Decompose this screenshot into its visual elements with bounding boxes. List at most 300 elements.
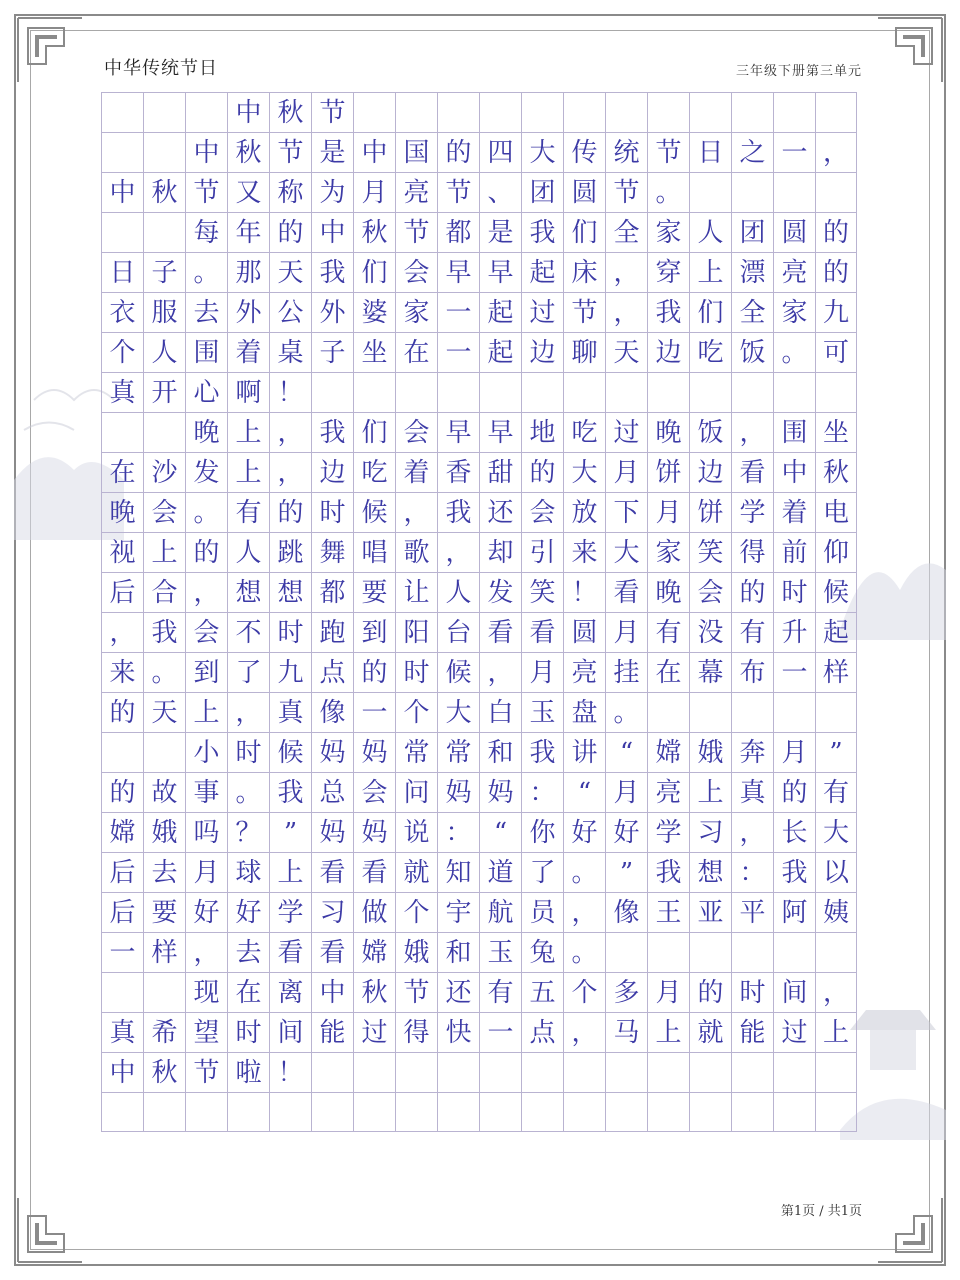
- grid-cell: 。: [143, 652, 185, 692]
- grid-cell: 漂: [731, 252, 773, 292]
- grid-cell: [563, 372, 605, 412]
- grid-cell: [143, 732, 185, 772]
- grid-cell: 家: [773, 292, 815, 332]
- grid-cell: 兔: [521, 932, 563, 972]
- grid-cell: 一: [773, 132, 815, 172]
- grid-cell: 我: [143, 612, 185, 652]
- grid-cell: 的: [773, 772, 815, 812]
- grid-cell: 会: [353, 772, 395, 812]
- grid-cell: 全: [731, 292, 773, 332]
- grid-cell: 我: [311, 412, 353, 452]
- grid-cell: 会: [185, 612, 227, 652]
- grid-cell: 得: [731, 532, 773, 572]
- grid-cell: 亮: [647, 772, 689, 812]
- grid-cell: 白: [479, 692, 521, 732]
- grid-cell: 上: [647, 1012, 689, 1052]
- grid-cell: 秋: [353, 972, 395, 1012]
- grid-cell: 点: [311, 652, 353, 692]
- grid-cell: 亮: [773, 252, 815, 292]
- grid-cell: 的: [815, 252, 857, 292]
- grid-cell: 圆: [563, 172, 605, 212]
- grid-cell: [143, 132, 185, 172]
- grid-cell: 人: [227, 532, 269, 572]
- grid-cell: 嫦: [101, 812, 143, 852]
- grid-cell: 间: [269, 1012, 311, 1052]
- grid-cell: [563, 92, 605, 132]
- grid-cell: 起: [815, 612, 857, 652]
- grid-cell: 晚: [647, 412, 689, 452]
- grid-cell: 有: [227, 492, 269, 532]
- grid-cell: 全: [605, 212, 647, 252]
- grid-cell: 坐: [815, 412, 857, 452]
- grid-cell: 去: [143, 852, 185, 892]
- grid-cell: [815, 92, 857, 132]
- grid-cell: 还: [479, 492, 521, 532]
- grid-cell: 学: [731, 492, 773, 532]
- grid-cell: 没: [689, 612, 731, 652]
- grid-cell: 的: [815, 212, 857, 252]
- grid-cell: ，: [815, 132, 857, 172]
- grid-cell: ？: [227, 812, 269, 852]
- grid-cell: 饼: [689, 492, 731, 532]
- grid-cell: 聊: [563, 332, 605, 372]
- grid-cell: 着: [395, 452, 437, 492]
- grid-cell: 像: [605, 892, 647, 932]
- grid-cell: ：: [521, 772, 563, 812]
- grid-cell: 妈: [479, 772, 521, 812]
- grid-cell: 。: [227, 772, 269, 812]
- grid-cell: 后: [101, 852, 143, 892]
- grid-cell: [101, 132, 143, 172]
- grid-cell: 长: [773, 812, 815, 852]
- grid-cell: 问: [395, 772, 437, 812]
- grid-cell: ”: [269, 812, 311, 852]
- grid-cell: 时: [227, 732, 269, 772]
- grid-cell: 玉: [479, 932, 521, 972]
- grid-cell: 日: [689, 132, 731, 172]
- grid-cell: 亚: [689, 892, 731, 932]
- grid-cell: 们: [353, 412, 395, 452]
- grid-cell: 妈: [311, 812, 353, 852]
- grid-cell: 可: [815, 332, 857, 372]
- grid-cell: [605, 932, 647, 972]
- grid-cell: 节: [311, 92, 353, 132]
- grid-cell: 人: [437, 572, 479, 612]
- grid-cell: 的: [185, 532, 227, 572]
- grid-cell: 称: [269, 172, 311, 212]
- grid-cell: 月: [773, 732, 815, 772]
- grid-cell: 节: [437, 172, 479, 212]
- grid-cell: 看: [479, 612, 521, 652]
- grid-cell: 的: [437, 132, 479, 172]
- grid-cell: [647, 92, 689, 132]
- grid-cell: 的: [521, 452, 563, 492]
- grid-cell: 公: [269, 292, 311, 332]
- grid-cell: 五: [521, 972, 563, 1012]
- grid-cell: 的: [269, 212, 311, 252]
- grid-cell: 故: [143, 772, 185, 812]
- grid-cell: 团: [521, 172, 563, 212]
- grid-cell: 好: [227, 892, 269, 932]
- grid-cell: 穿: [647, 252, 689, 292]
- grid-cell: 妈: [311, 732, 353, 772]
- grid-cell: 会: [143, 492, 185, 532]
- grid-cell: 。: [773, 332, 815, 372]
- grid-cell: 月: [185, 852, 227, 892]
- grid-cell: 像: [311, 692, 353, 732]
- grid-cell: 节: [185, 1052, 227, 1092]
- grid-cell: 你: [521, 812, 563, 852]
- grid-cell: 边: [647, 332, 689, 372]
- grid-cell: [437, 372, 479, 412]
- grid-cell: 讲: [563, 732, 605, 772]
- grid-cell: 边: [521, 332, 563, 372]
- grid-cell: 习: [689, 812, 731, 852]
- grid-cell: [479, 372, 521, 412]
- grid-cell: 合: [143, 572, 185, 612]
- grid-cell: [521, 92, 563, 132]
- grid-cell: “: [563, 772, 605, 812]
- corner-ornament-icon: [14, 14, 86, 86]
- grid-cell: 都: [311, 572, 353, 612]
- grid-cell: 看: [269, 932, 311, 972]
- grid-cell: 时: [269, 612, 311, 652]
- grid-cell: [353, 1052, 395, 1092]
- grid-cell: 离: [269, 972, 311, 1012]
- grid-cell: [815, 692, 857, 732]
- page-indicator: 第1页 / 共1页: [780, 1204, 862, 1219]
- grid-cell: 发: [185, 452, 227, 492]
- grid-cell: [437, 1052, 479, 1092]
- grid-cell: [395, 372, 437, 412]
- grid-cell: ：: [731, 852, 773, 892]
- grid-cell: 吃: [563, 412, 605, 452]
- grid-cell: 到: [353, 612, 395, 652]
- grid-cell: 发: [479, 572, 521, 612]
- grid-cell: ！: [269, 372, 311, 412]
- grid-cell: 去: [185, 292, 227, 332]
- grid-cell: 秋: [227, 132, 269, 172]
- grid-cell: 早: [479, 252, 521, 292]
- grid-cell: 节: [647, 132, 689, 172]
- grid-cell: 月: [647, 972, 689, 1012]
- grid-cell: 姨: [815, 892, 857, 932]
- grid-cell: 月: [521, 652, 563, 692]
- grid-cell: 九: [269, 652, 311, 692]
- grid-cell: 。: [647, 172, 689, 212]
- grid-cell: [101, 732, 143, 772]
- grid-cell: 亮: [563, 652, 605, 692]
- grid-cell: [143, 972, 185, 1012]
- grid-cell: 上: [689, 772, 731, 812]
- grid-cell: 节: [605, 172, 647, 212]
- grid-cell: [101, 1092, 143, 1132]
- grid-cell: 大: [521, 132, 563, 172]
- grid-cell: 月: [605, 772, 647, 812]
- grid-cell: 放: [563, 492, 605, 532]
- grid-cell: [689, 932, 731, 972]
- grid-cell: 地: [521, 412, 563, 452]
- grid-cell: 玉: [521, 692, 563, 732]
- grid-cell: 引: [521, 532, 563, 572]
- grid-cell: 笑: [689, 532, 731, 572]
- grid-cell: [731, 692, 773, 732]
- grid-cell: 有: [479, 972, 521, 1012]
- grid-cell: 阿: [773, 892, 815, 932]
- grid-cell: 我: [647, 292, 689, 332]
- grid-cell: [479, 1092, 521, 1132]
- grid-cell: 开: [143, 372, 185, 412]
- grid-cell: 去: [227, 932, 269, 972]
- grid-cell: 晚: [101, 492, 143, 532]
- grid-cell: 仰: [815, 532, 857, 572]
- grid-cell: [521, 372, 563, 412]
- grid-cell: 子: [311, 332, 353, 372]
- grid-cell: 候: [269, 732, 311, 772]
- grid-cell: 就: [689, 1012, 731, 1052]
- grid-cell: ，: [815, 972, 857, 1012]
- grid-cell: 时: [395, 652, 437, 692]
- grid-cell: 要: [143, 892, 185, 932]
- grid-cell: 中: [185, 132, 227, 172]
- grid-cell: 过: [773, 1012, 815, 1052]
- grid-cell: 大: [605, 532, 647, 572]
- grid-cell: 早: [437, 252, 479, 292]
- grid-cell: 小: [185, 732, 227, 772]
- grid-cell: [647, 1052, 689, 1092]
- grid-cell: 亮: [395, 172, 437, 212]
- grid-cell: [563, 1052, 605, 1092]
- grid-cell: 盘: [563, 692, 605, 732]
- grid-cell: 国: [395, 132, 437, 172]
- grid-cell: ，: [563, 1012, 605, 1052]
- grid-cell: [101, 212, 143, 252]
- grid-cell: [143, 412, 185, 452]
- grid-cell: “: [479, 812, 521, 852]
- grid-cell: 婆: [353, 292, 395, 332]
- grid-cell: 中: [101, 172, 143, 212]
- grid-cell: ，: [563, 892, 605, 932]
- grid-cell: 现: [185, 972, 227, 1012]
- grid-cell: [605, 92, 647, 132]
- grid-cell: [479, 92, 521, 132]
- grid-cell: [311, 1092, 353, 1132]
- grid-cell: 来: [101, 652, 143, 692]
- grid-cell: 台: [437, 612, 479, 652]
- grid-cell: 月: [605, 452, 647, 492]
- grid-cell: 看: [311, 852, 353, 892]
- grid-cell: 了: [227, 652, 269, 692]
- grid-cell: “: [605, 732, 647, 772]
- grid-cell: 节: [395, 212, 437, 252]
- grid-cell: 一: [101, 932, 143, 972]
- grid-cell: 吗: [185, 812, 227, 852]
- grid-cell: 。: [563, 852, 605, 892]
- grid-cell: 中: [101, 1052, 143, 1092]
- grid-cell: [647, 372, 689, 412]
- grid-cell: 嫦: [647, 732, 689, 772]
- grid-cell: 在: [647, 652, 689, 692]
- grid-cell: 一: [479, 1012, 521, 1052]
- grid-cell: [353, 372, 395, 412]
- grid-cell: 就: [395, 852, 437, 892]
- grid-cell: 们: [689, 292, 731, 332]
- grid-cell: 上: [689, 252, 731, 292]
- grid-cell: [101, 972, 143, 1012]
- grid-cell: 晚: [185, 412, 227, 452]
- grid-cell: 候: [815, 572, 857, 612]
- grid-cell: [773, 92, 815, 132]
- grid-cell: 快: [437, 1012, 479, 1052]
- grid-cell: 员: [521, 892, 563, 932]
- grid-cell: 妈: [353, 812, 395, 852]
- grid-cell: 看: [353, 852, 395, 892]
- grid-cell: 有: [815, 772, 857, 812]
- grid-cell: 啦: [227, 1052, 269, 1092]
- grid-cell: [815, 372, 857, 412]
- grid-cell: [731, 932, 773, 972]
- grid-cell: 和: [479, 732, 521, 772]
- grid-cell: 围: [773, 412, 815, 452]
- grid-cell: 边: [311, 452, 353, 492]
- grid-cell: [269, 1092, 311, 1132]
- grid-cell: 日: [101, 252, 143, 292]
- grid-cell: 时: [773, 572, 815, 612]
- grid-cell: 和: [437, 932, 479, 972]
- grid-cell: ，: [185, 932, 227, 972]
- grid-cell: 起: [479, 332, 521, 372]
- grid-cell: 早: [479, 412, 521, 452]
- grid-cell: ！: [563, 572, 605, 612]
- grid-cell: 起: [521, 252, 563, 292]
- grid-cell: ，: [269, 452, 311, 492]
- grid-cell: 电: [815, 492, 857, 532]
- grid-cell: 的: [269, 492, 311, 532]
- grid-cell: [185, 92, 227, 132]
- grid-cell: 上: [185, 692, 227, 732]
- grid-cell: 甜: [479, 452, 521, 492]
- grid-cell: [773, 372, 815, 412]
- grid-cell: ，: [605, 292, 647, 332]
- grid-cell: 外: [227, 292, 269, 332]
- grid-cell: 想: [227, 572, 269, 612]
- grid-cell: [437, 92, 479, 132]
- grid-cell: 以: [815, 852, 857, 892]
- grid-cell: 真: [101, 1012, 143, 1052]
- grid-cell: 知: [437, 852, 479, 892]
- grid-cell: 边: [689, 452, 731, 492]
- grid-cell: [731, 172, 773, 212]
- composition-grid: [101, 92, 857, 1172]
- grid-cell: 看: [521, 612, 563, 652]
- grid-cell: 家: [647, 532, 689, 572]
- grid-cell: 妈: [353, 732, 395, 772]
- grid-cell: 后: [101, 892, 143, 932]
- grid-cell: 马: [605, 1012, 647, 1052]
- grid-cell: 节: [185, 172, 227, 212]
- grid-cell: 秋: [143, 172, 185, 212]
- grid-cell: 一: [437, 292, 479, 332]
- grid-cell: 我: [773, 852, 815, 892]
- grid-cell: 之: [731, 132, 773, 172]
- grid-cell: 饭: [731, 332, 773, 372]
- grid-cell: 秋: [269, 92, 311, 132]
- grid-cell: 看: [731, 452, 773, 492]
- grid-cell: 常: [437, 732, 479, 772]
- grid-cell: 家: [395, 292, 437, 332]
- grid-cell: 娥: [143, 812, 185, 852]
- grid-cell: [815, 1092, 857, 1132]
- header-grade-unit: 三年级下册第三单元: [735, 64, 862, 79]
- grid-cell: 着: [227, 332, 269, 372]
- grid-cell: 舞: [311, 532, 353, 572]
- grid-cell: 宇: [437, 892, 479, 932]
- grid-cell: 跳: [269, 532, 311, 572]
- grid-cell: 中: [311, 972, 353, 1012]
- grid-cell: 坐: [353, 332, 395, 372]
- grid-cell: 是: [479, 212, 521, 252]
- grid-cell: 月: [647, 492, 689, 532]
- grid-cell: 是: [311, 132, 353, 172]
- grid-cell: 升: [773, 612, 815, 652]
- grid-cell: ，: [227, 692, 269, 732]
- grid-cell: 香: [437, 452, 479, 492]
- grid-cell: 到: [185, 652, 227, 692]
- grid-cell: [773, 932, 815, 972]
- grid-cell: ”: [815, 732, 857, 772]
- grid-cell: 得: [395, 1012, 437, 1052]
- grid-cell: ，: [479, 652, 521, 692]
- grid-cell: 时: [227, 1012, 269, 1052]
- grid-cell: 会: [395, 412, 437, 452]
- grid-cell: 一: [773, 652, 815, 692]
- grid-cell: 前: [773, 532, 815, 572]
- grid-cell: 我: [647, 852, 689, 892]
- grid-cell: 总: [311, 772, 353, 812]
- grid-cell: 上: [815, 1012, 857, 1052]
- grid-cell: 们: [563, 212, 605, 252]
- grid-cell: 早: [437, 412, 479, 452]
- grid-cell: [353, 92, 395, 132]
- grid-cell: 服: [143, 292, 185, 332]
- grid-cell: 在: [101, 452, 143, 492]
- grid-cell: 中: [773, 452, 815, 492]
- grid-cell: 有: [731, 612, 773, 652]
- grid-cell: 歌: [395, 532, 437, 572]
- grid-cell: 年: [227, 212, 269, 252]
- grid-cell: 样: [143, 932, 185, 972]
- grid-cell: [353, 1092, 395, 1132]
- grid-cell: 还: [437, 972, 479, 1012]
- grid-cell: 统: [605, 132, 647, 172]
- grid-cell: 跑: [311, 612, 353, 652]
- grid-cell: 点: [521, 1012, 563, 1052]
- grid-cell: 习: [311, 892, 353, 932]
- grid-cell: [101, 92, 143, 132]
- grid-cell: 希: [143, 1012, 185, 1052]
- grid-cell: 上: [227, 412, 269, 452]
- grid-cell: 能: [731, 1012, 773, 1052]
- grid-cell: 心: [185, 372, 227, 412]
- grid-cell: 学: [647, 812, 689, 852]
- grid-cell: 节: [563, 292, 605, 332]
- grid-cell: 饼: [647, 452, 689, 492]
- grid-cell: ，: [269, 412, 311, 452]
- grid-cell: 的: [731, 572, 773, 612]
- grid-cell: [731, 372, 773, 412]
- grid-cell: 我: [269, 772, 311, 812]
- grid-cell: 。: [605, 692, 647, 732]
